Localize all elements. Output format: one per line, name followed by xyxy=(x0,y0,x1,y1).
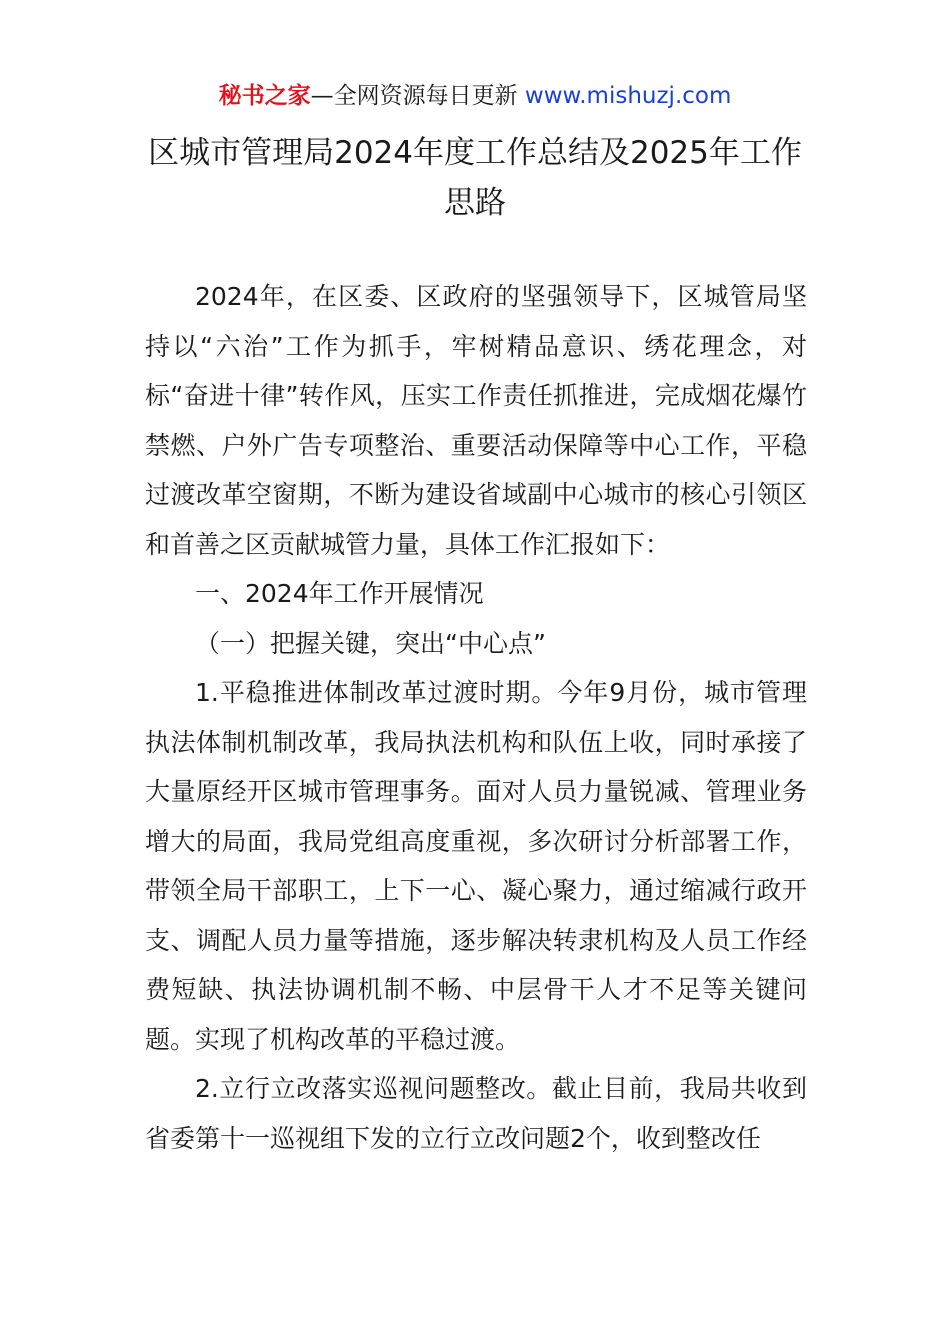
body-paragraph: 2.立行立改落实巡视问题整改。截止目前，我局共收到省委第十一巡视组下发的立行立改问题2个，收到整改任 xyxy=(145,1074,807,1153)
document-title: 区城市管理局2024年度工作总结及2025年工作思路 xyxy=(148,135,802,221)
brand-name: 秘书之家 xyxy=(218,83,311,109)
intro-paragraph: 2024年，在区委、区政府的坚强领导下，区城管局坚持以“六治”工作为抓手，牢树精品意识、绣花理念，对标“奋进十律”转作风，压实工作责任抓推进，完成烟花爆竹禁燃、户外广告专项整治、重要活动保障等中心工作，平稳过渡改革空窗期，不断为建设省域副中心城市的核心引领区和首善之区贡献城管力量，具体工作汇报如下： xyxy=(145,282,807,559)
document-body xyxy=(145,272,807,1163)
watermark-header xyxy=(0,80,950,112)
site-link[interactable]: www.mishuzj.com xyxy=(524,83,732,109)
brand-tagline: —全网资源每日更新 xyxy=(310,83,518,109)
body-paragraph: 1.平稳推进体制改革过渡时期。今年9月份，城市管理执法体制机制改革，我局执法机构和队伍上收，同时承接了大量原经开区城市管理事务。面对人员力量锐减、管理业务增大的局面，我局党组高度重视，多次研讨分析部署工作，带领全局干部职工，上下一心、凝心聚力，通过缩减行政开支、调配人员力量等措施，逐步解决转隶机构及人员工作经费短缺、执法协调机制不畅、中层骨干人才不足等关键问题。实现了机构改革的平稳过渡。 xyxy=(145,678,807,1054)
subsection-heading: （一）把握关键，突出“中心点” xyxy=(195,628,546,658)
section-heading: 一、2024年工作开展情况 xyxy=(195,579,484,608)
